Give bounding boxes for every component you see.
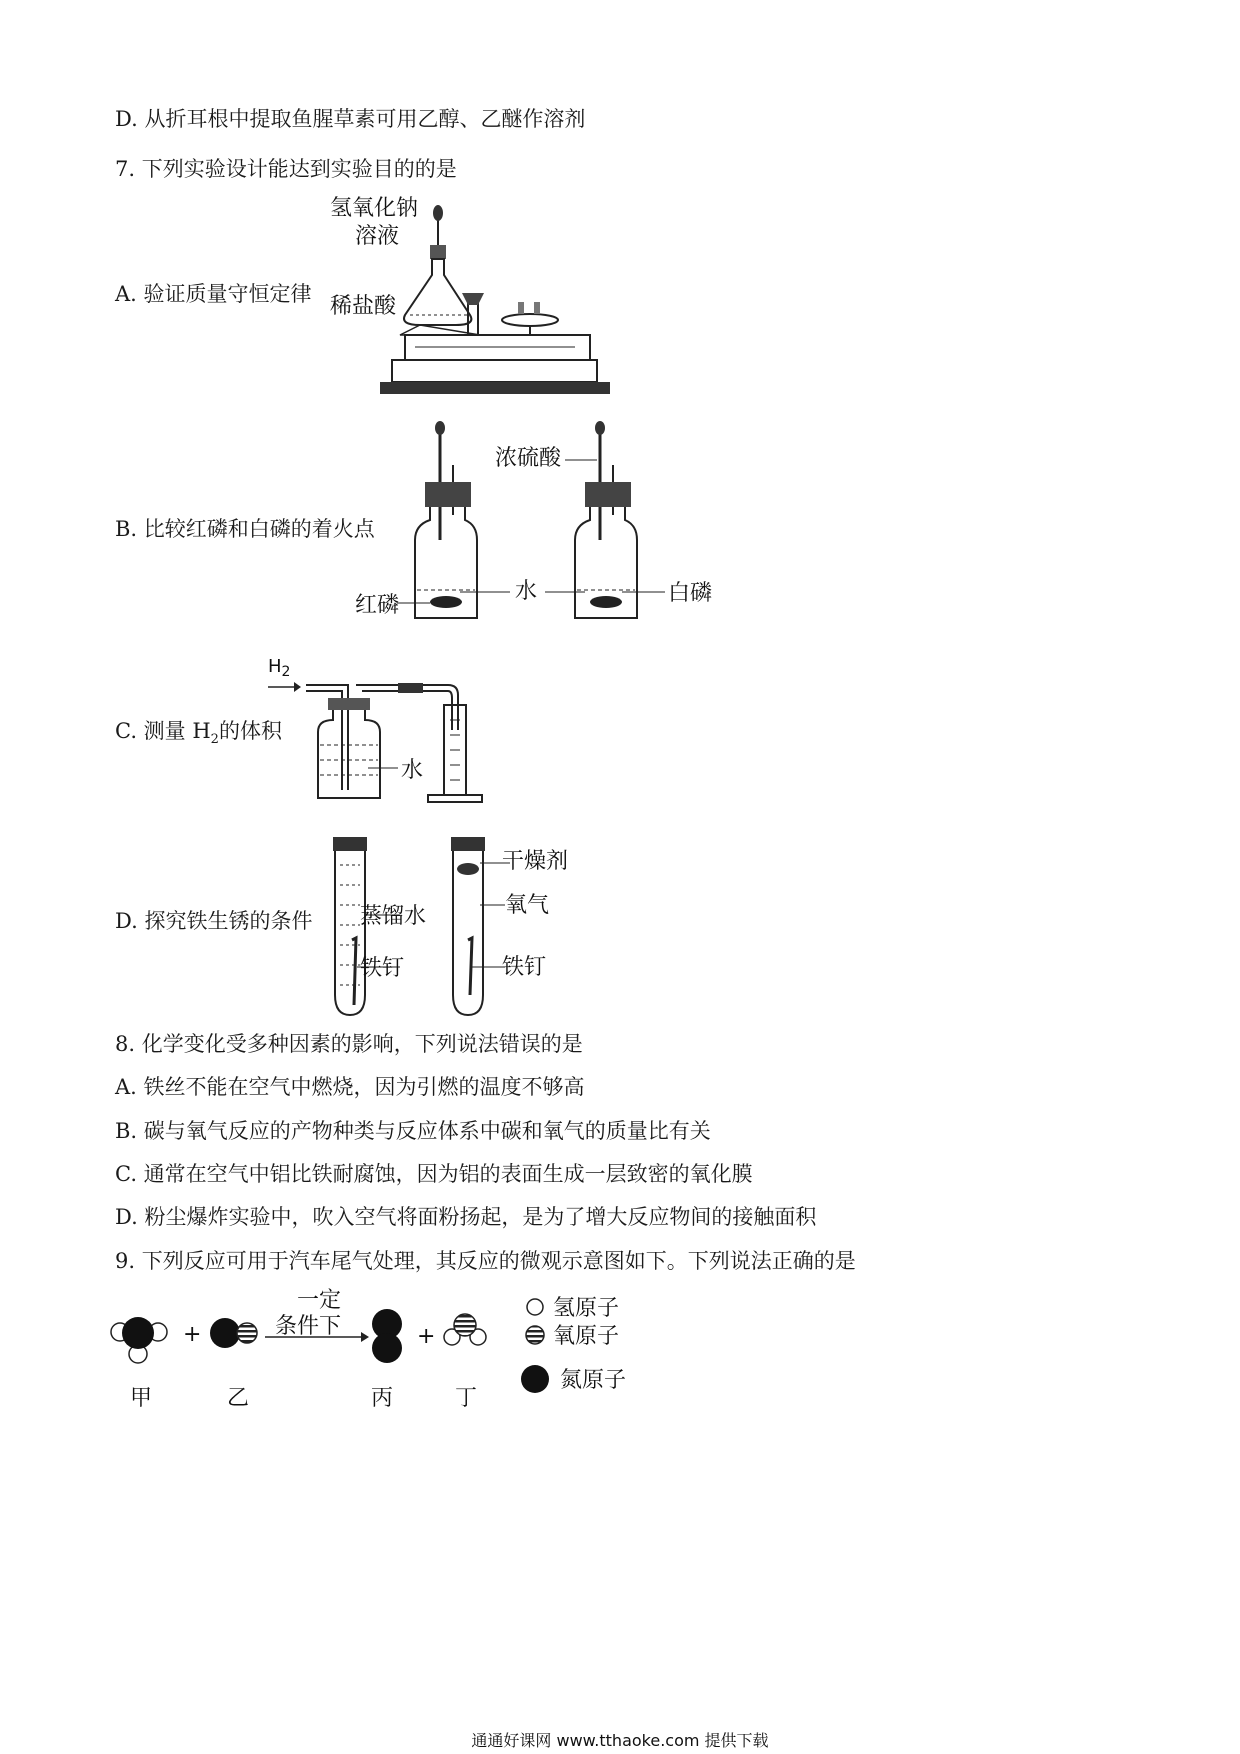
molecule-bing [372, 1309, 402, 1363]
label-water: 水 [515, 579, 538, 604]
legend-nitrogen: 氮原子 [560, 1368, 627, 1393]
gas-volume-diagram [268, 650, 528, 810]
q7-option-d-text: D. 探究铁生锈的条件 [115, 909, 313, 933]
balance-diagram [320, 185, 600, 435]
molecule-ding [444, 1314, 486, 1345]
label-desiccant: 干燥剂 [502, 849, 569, 874]
q8-stem: 8. 化学变化受多种因素的影响，下列说法错误的是 [115, 1032, 583, 1056]
phosphorus-diagram [355, 420, 755, 630]
q7-option-c-text: C. 测量 $H_2$的体积 [115, 719, 282, 748]
label-h2: $H_2$ [268, 656, 291, 680]
q8-option-c: C. 通常在空气中铝比铁耐腐蚀，因为铝的表面生成一层致密的氧化膜 [115, 1162, 753, 1186]
label-white-phosphorus: 白磷 [668, 581, 713, 606]
molecule-jia [111, 1317, 167, 1363]
label-oxygen: 氧气 [505, 893, 550, 918]
q6-option-d: D. 从折耳根中提取鱼腥草素可用乙醇、乙醚作溶剂 [115, 107, 586, 131]
q7-option-b-text: B. 比较红磷和白磷的着火点 [115, 517, 375, 541]
name-ding: 丁 [455, 1386, 478, 1411]
q7-option-a-text: A. 验证质量守恒定律 [115, 282, 312, 306]
molecule-yi [210, 1318, 257, 1348]
page-footer: 通通好课网 www.tthaoke.com 提供下载 [471, 1731, 769, 1750]
legend [521, 1296, 626, 1393]
condition-line-2: 条件下 [275, 1314, 342, 1339]
label-water-c: 水 [401, 758, 424, 783]
legend-hydrogen: 氢原子 [553, 1296, 620, 1321]
q8-option-d: D. 粉尘爆炸实验中，吹入空气将面粉扬起，是为了增大反应物间的接触面积 [115, 1205, 817, 1229]
label-red-phosphorus: 红磷 [355, 593, 400, 618]
name-bing: 丙 [371, 1386, 394, 1411]
reaction-microscopic-diagram [105, 1285, 745, 1425]
label-distilled-water: 蒸馏水 [360, 904, 427, 929]
label-naoh: 氢氧化钠 [330, 196, 419, 221]
label-solution: 溶液 [355, 224, 400, 249]
label-conc-h2so4: 浓硫酸 [495, 446, 562, 471]
name-yi: 乙 [227, 1386, 250, 1411]
label-iron-nail-2: 铁钉 [502, 955, 547, 980]
legend-oxygen: 氧原子 [553, 1324, 620, 1349]
q8-option-a: A. 铁丝不能在空气中燃烧，因为引燃的温度不够高 [115, 1075, 585, 1099]
plus-2: + [417, 1324, 436, 1349]
q8-option-b: B. 碳与氧气反应的产物种类与反应体系中碳和氧气的质量比有关 [115, 1119, 711, 1143]
plus-1: + [183, 1322, 202, 1347]
q9-stem: 9. 下列反应可用于汽车尾气处理，其反应的微观示意图如下。下列说法正确的是 [115, 1249, 856, 1273]
rust-diagram [330, 835, 630, 1020]
q7-stem: 7. 下列实验设计能达到实验目的的是 [115, 157, 457, 181]
label-dilute-hcl: 稀盐酸 [330, 294, 397, 319]
label-iron-nail-1: 铁钉 [360, 956, 405, 981]
name-jia: 甲 [130, 1386, 153, 1411]
condition-line-1: 一定 [297, 1288, 342, 1313]
